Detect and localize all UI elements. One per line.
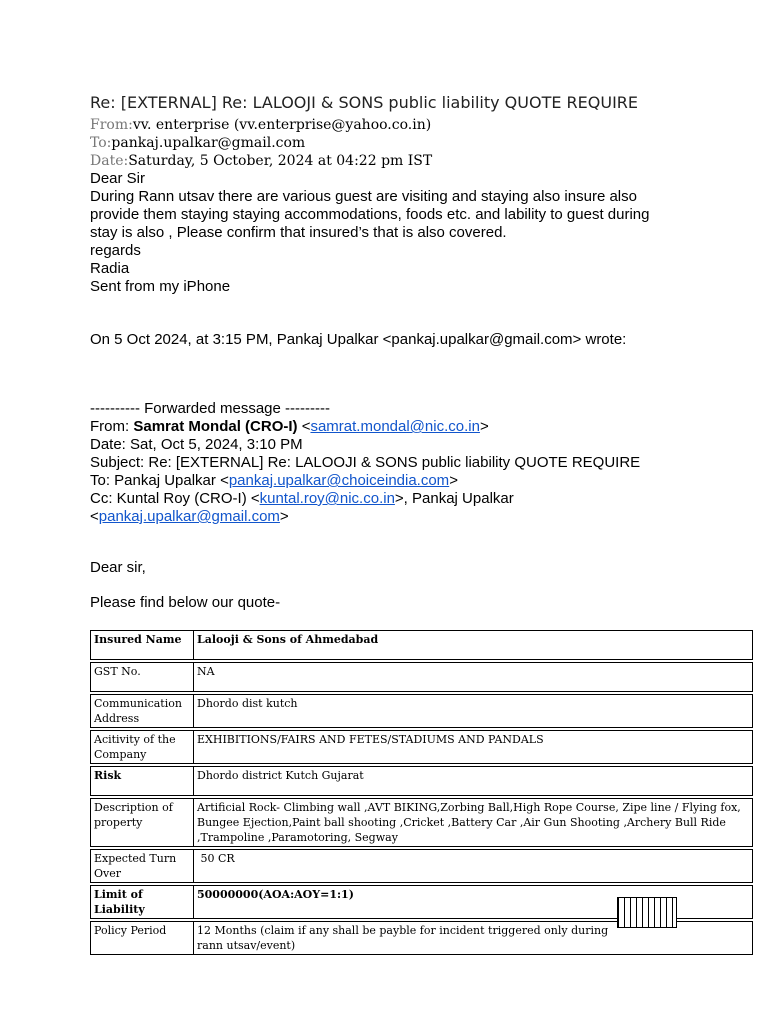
table-key: Expected Turn Over [90, 849, 194, 883]
table-row [90, 730, 753, 764]
table-value: Artificial Rock- Climbing wall ,AVT BIKING,Zorbing Ball,High Rope Course, Zipe line / Flying fox, Bungee Ejection,Paint ball shooting ,Cricket ,Battery Car ,Air Gun Shooting ,Archery Bull Ride ,Trampoline ,Paramotoring, Segway [194, 798, 753, 847]
table-key: Communication Address [90, 694, 194, 728]
forward-from-prefix: From: [90, 418, 134, 435]
table-row [90, 766, 753, 796]
table-row [90, 694, 753, 728]
forward-cc-prefix: Cc: Kuntal Roy (CRO-I) < [90, 490, 260, 507]
forward-cc [90, 490, 514, 508]
forward-to-email-link[interactable]: pankaj.upalkar@choiceindia.com [228, 472, 450, 489]
forward-to-prefix: To: Pankaj Upalkar < [90, 472, 229, 489]
from-row [90, 117, 431, 133]
from-label: From: [90, 117, 133, 133]
forward-separator: ---------- Forwarded message --------- [90, 400, 330, 417]
regards: regards [90, 242, 141, 259]
table-key: Limit of Liability [90, 885, 194, 919]
forward-from-name: Samrat Mondal (CRO-I) [133, 418, 298, 435]
table-value: NA [194, 662, 753, 692]
to-row [90, 135, 305, 151]
email-subject: Re: [EXTERNAL] Re: LALOOJI & SONS public liability QUOTE REQUIRE [90, 93, 639, 112]
table-value: 50 CR [194, 849, 753, 883]
forward-from-email-link[interactable]: samrat.mondal@nic.co.in [310, 418, 480, 435]
table-key: GST No. [90, 662, 194, 692]
table-key: Policy Period [90, 921, 194, 955]
forward-cc-middle: >, Pankaj Upalkar [394, 490, 514, 507]
table-key: Insured Name [90, 630, 194, 660]
to-value: pankaj.upalkar@gmail.com [111, 135, 306, 151]
forward-to: To: Pankaj Upalkar <pankaj.upalkar@choiceindia.com> [90, 472, 458, 489]
table-hatch-decoration [617, 897, 677, 928]
table-value: Lalooji & Sons of Ahmedabad [194, 630, 753, 660]
forward-greeting: Dear sir, [90, 559, 146, 576]
table-value: EXHIBITIONS/FAIRS AND FETES/STADIUMS AND PANDALS [194, 730, 753, 764]
greeting: Dear Sir [90, 170, 146, 187]
quote-intro: Please find below our quote- [90, 594, 281, 611]
signature: Radia [90, 260, 130, 277]
date-row [90, 153, 432, 169]
from-value: vv. enterprise (vv.enterprise@yahoo.co.in) [132, 117, 432, 133]
message-body: During Rann utsav there are various guest are visiting and staying also insure also provide them staying staying accommodations, foods etc. and lability to guest during stay is also , Please confirm that insured’s that is also covered. [90, 188, 650, 241]
quoted-intro: On 5 Oct 2024, at 3:15 PM, Pankaj Upalkar <pankaj.upalkar@gmail.com> wrote: [90, 331, 627, 348]
forward-from: From: Samrat Mondal (CRO-I) <samrat.mondal@nic.co.in> [90, 418, 489, 435]
date-value: Saturday, 5 October, 2024 at 04:22 pm IST [128, 153, 433, 169]
table-key: Risk [90, 766, 194, 796]
forward-subject: Subject: Re: [EXTERNAL] Re: LALOOJI & SONS public liability QUOTE REQUIRE [90, 454, 641, 471]
date-label: Date: [90, 153, 129, 169]
table-value: Dhordo district Kutch Gujarat [194, 766, 753, 796]
table-value: 12 Months (claim if any shall be payble for incident triggered only during rann utsav/event) [194, 921, 753, 955]
to-label: To: [90, 135, 112, 151]
table-key: Acitivity of the Company [90, 730, 194, 764]
forward-cc-email-link-2[interactable]: pankaj.upalkar@gmail.com [98, 508, 280, 525]
sent-from: Sent from my iPhone [90, 278, 231, 295]
table-value: 50000000(AOA:AOY=1:1) [194, 885, 753, 919]
forward-cc-cont: <pankaj.upalkar@gmail.com> [90, 508, 289, 525]
table-row [90, 849, 753, 883]
table-value: Dhordo dist kutch [194, 694, 753, 728]
table-row [90, 630, 753, 660]
forward-date: Date: Sat, Oct 5, 2024, 3:10 PM [90, 436, 303, 453]
table-key: Description of property [90, 798, 194, 847]
table-row [90, 798, 753, 847]
forward-cc-email-link-1[interactable]: kuntal.roy@nic.co.in [259, 490, 395, 507]
table-row [90, 662, 753, 692]
